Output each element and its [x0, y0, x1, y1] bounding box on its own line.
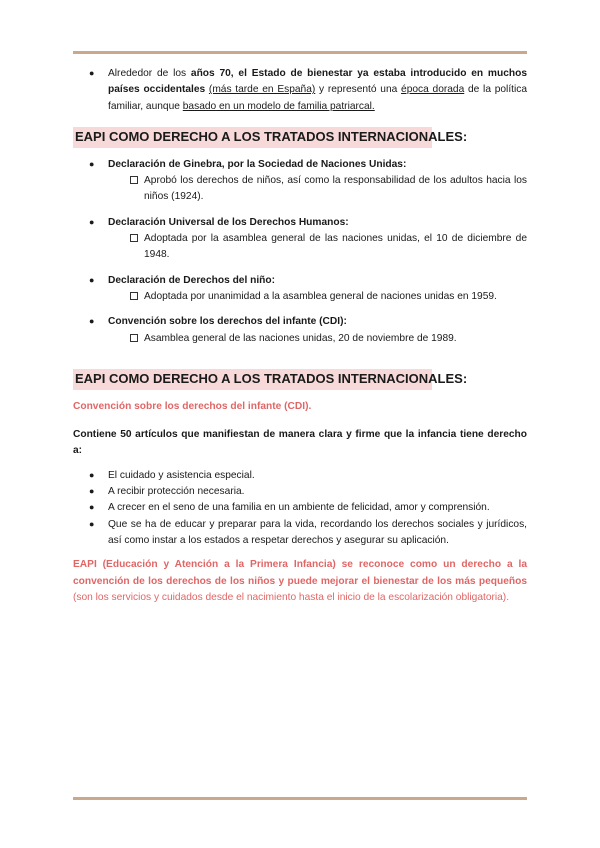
bullet-icon: ● [89, 316, 95, 327]
right-text: El cuidado y asistencia especial. [108, 469, 255, 481]
eapi-light: (son los servicios y cuidados desde el nacimiento hasta el inicio de la escolarización obligatoria). [73, 591, 510, 603]
treaty-item [73, 314, 527, 347]
intro-text: Alrededor de los [108, 68, 191, 79]
list-item [73, 484, 527, 500]
treaty-detail-text: Adoptada por la asamblea general de las naciones unidas, el 10 de diciembre de 1948. [144, 233, 527, 261]
right-text: A crecer en el seno de una familia en un ambiente de felicidad, amor y comprensión. [108, 502, 490, 514]
treaty-item [73, 273, 527, 306]
treaty-detail-text: Asamblea general de las naciones unidas, 20 de noviembre de 1989. [144, 332, 457, 344]
section-title-treaties: EAPI COMO DERECHO A LOS TRATADOS INTERNACIONALES: [73, 127, 432, 148]
treaty-detail [73, 231, 527, 264]
document-body [73, 62, 527, 606]
bullet-icon: ● [89, 158, 95, 169]
eapi-bold: EAPI (Educación y Atención a la Primera Infancia) se reconoce como un derecho a la convención de los derechos de los niños y puede mejorar el bienestar de los más pequeños [73, 559, 527, 587]
treaty-detail [73, 331, 527, 347]
checkbox-icon [130, 292, 138, 300]
bullet-icon: ● [89, 518, 95, 529]
treaty-title: Declaración de Derechos del niño: [108, 274, 276, 286]
list-item [73, 468, 527, 484]
treaty-detail [73, 289, 527, 305]
section-title-cdi: EAPI COMO DERECHO A LOS TRATADOS INTERNACIONALES: [73, 369, 432, 390]
treaty-title: Declaración Universal de los Derechos Humanos: [108, 216, 349, 228]
right-text: A recibir protección necesaria. [108, 486, 245, 497]
eapi-paragraph [73, 557, 527, 606]
intro-paragraph [73, 66, 527, 115]
treaty-heading [73, 215, 527, 231]
treaty-item [73, 215, 527, 264]
list-item [73, 500, 527, 516]
treaty-detail [73, 173, 527, 206]
treaty-item [73, 157, 527, 206]
intro-text: de la política familiar, aunque [108, 84, 527, 112]
bottom-divider [73, 797, 527, 800]
bullet-icon: ● [89, 216, 95, 227]
top-divider [73, 51, 527, 54]
rights-list [73, 468, 527, 550]
treaty-heading [73, 273, 527, 289]
treaty-title: Declaración de Ginebra, por la Sociedad de Naciones Unidas: [108, 158, 407, 170]
treaty-heading [73, 314, 527, 330]
intro-underline-patriarchal: basado en un modelo de familia patriarcal. [182, 100, 375, 112]
intro-bold: años 70, el Estado de bienestar ya estaba introducido en muchos países occidentales [108, 68, 527, 96]
checkbox-icon [130, 234, 138, 242]
treaty-detail-text: Adoptada por unanimidad a la asamblea general de naciones unidas en 1959. [144, 290, 497, 302]
bullet-icon: ● [89, 68, 95, 78]
intro-underline-golden: época dorada [401, 84, 465, 96]
bullet-icon: ● [89, 469, 95, 480]
checkbox-icon [130, 176, 138, 184]
cdi-subtitle: Convención sobre los derechos del infante (CDI). [73, 400, 312, 412]
bullet-icon: ● [89, 486, 95, 496]
checkbox-icon [130, 334, 138, 342]
treaty-title: Convención sobre los derechos del infante (CDI): [108, 316, 347, 328]
intro-underline-spain: (más tarde en España) [208, 84, 316, 96]
intro-text: y representó una [315, 84, 402, 96]
cdi-intro: Contiene 50 artículos que manifiestan de manera clara y firme que la infancia tiene derecho a: [73, 429, 527, 457]
bullet-icon: ● [89, 502, 95, 513]
treaty-detail-text: Aprobó los derechos de niños, así como la responsabilidad de los adultos hacia los niños (1924). [144, 175, 527, 203]
right-text: Que se ha de educar y preparar para la vida, recordando los derechos sociales y jurídicos, así como instar a los estados a respetar derechos y asegurar su aplicación. [108, 518, 527, 546]
bullet-icon: ● [89, 274, 95, 285]
treaty-heading [73, 157, 527, 173]
list-item [73, 517, 527, 550]
